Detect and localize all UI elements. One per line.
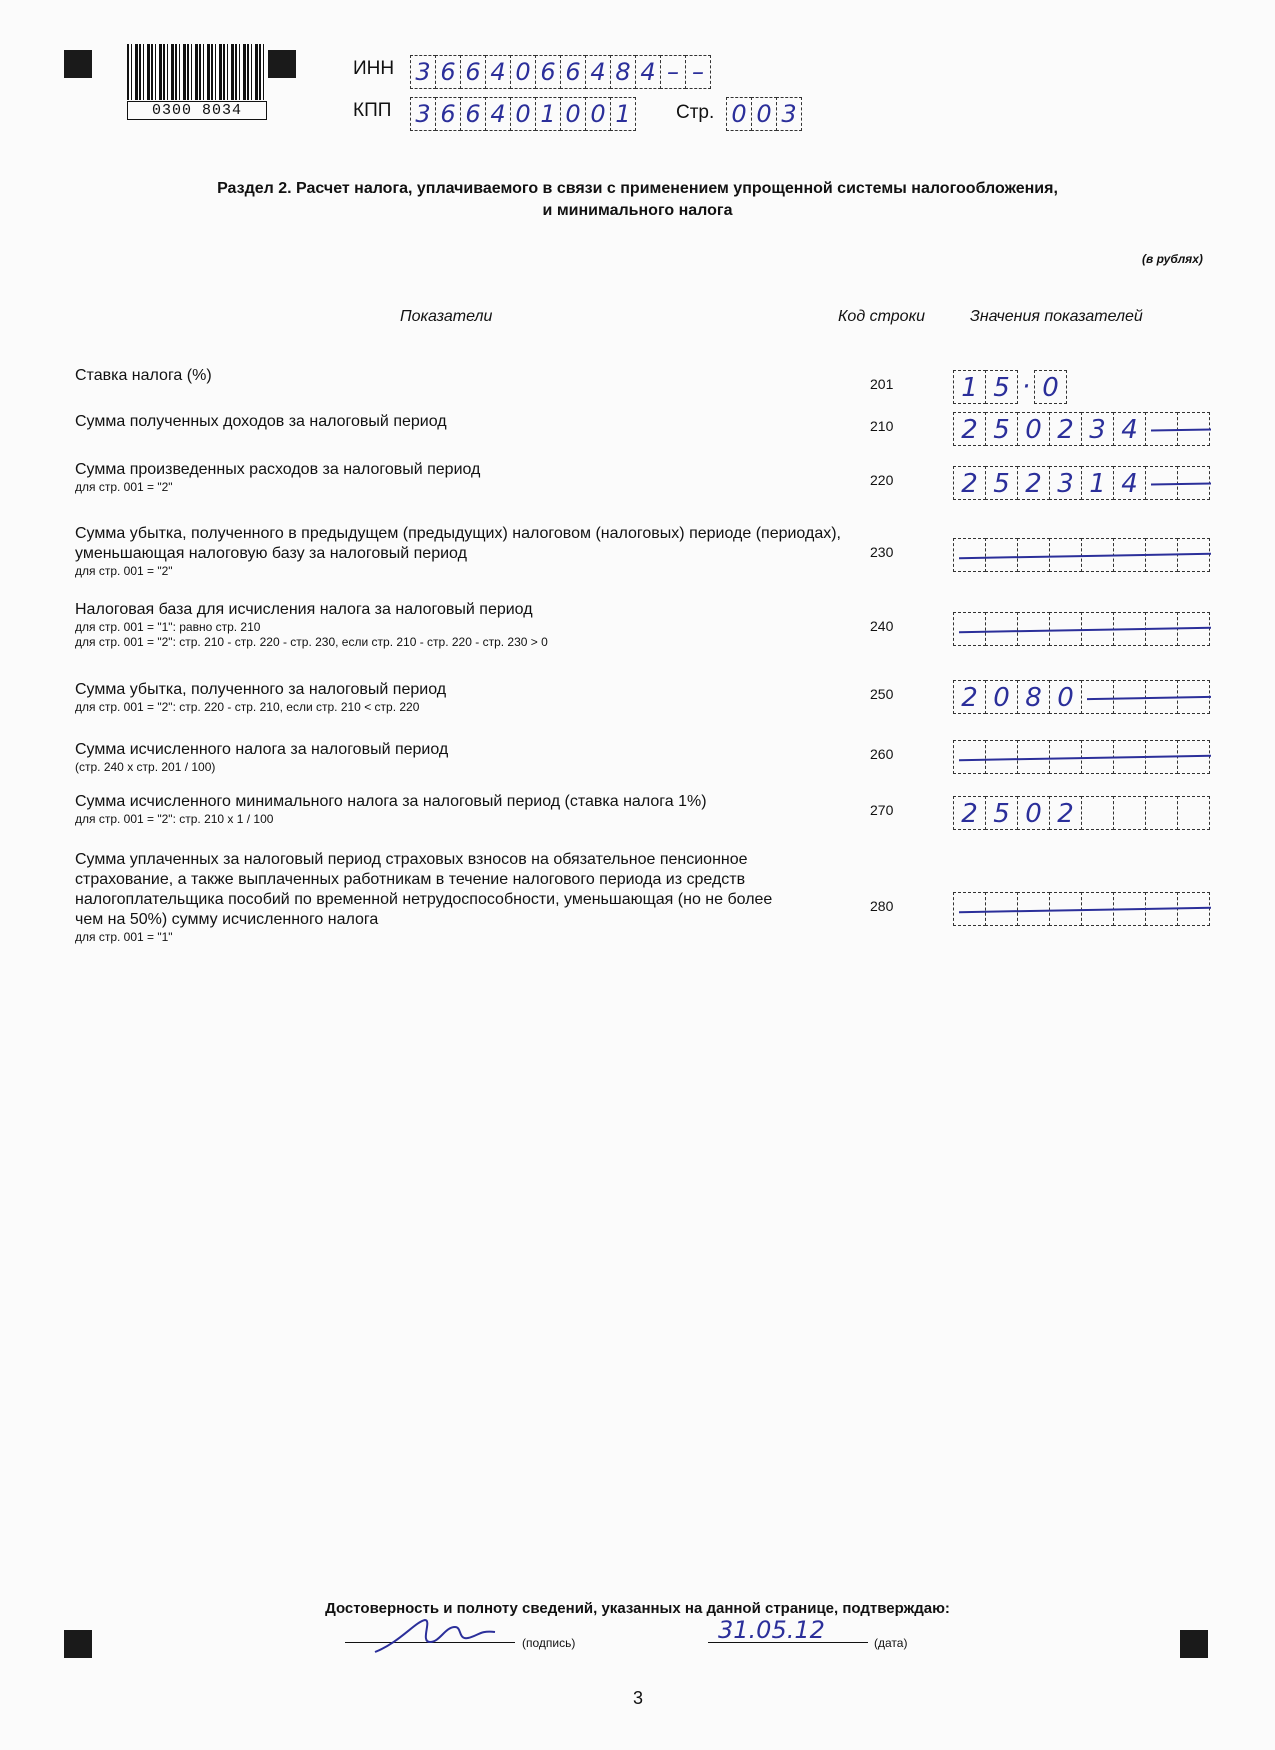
row-text: Сумма убытка, полученного в предыдущем (предыдущих) налоговом (налоговых) периоде (периодах), уменьшающая налоговую базу за налоговый период bbox=[75, 525, 841, 562]
row-note: для стр. 001 = "2" bbox=[75, 480, 173, 494]
row-label-240 bbox=[75, 600, 855, 650]
line-code-240: 240 bbox=[870, 618, 894, 634]
line-code-270: 270 bbox=[870, 802, 894, 818]
kpp-digit: 6 bbox=[435, 97, 461, 131]
barcode bbox=[127, 44, 265, 100]
kpp-digit: 1 bbox=[610, 97, 636, 131]
inn-digit: 8 bbox=[610, 55, 636, 89]
confirm-text: Достоверность и полноту сведений, указанных на данной странице, подтверждаю: bbox=[325, 1600, 950, 1617]
row-label-220 bbox=[75, 460, 855, 495]
value-digit: 0 bbox=[1049, 680, 1082, 714]
row-text: Ставка налога (%) bbox=[75, 367, 212, 384]
line-code-260: 260 bbox=[870, 746, 894, 762]
value-digit: · bbox=[1021, 372, 1031, 402]
line-code-280: 280 bbox=[870, 898, 894, 914]
kpp-digit: 4 bbox=[485, 97, 511, 131]
page-number-field[interactable] bbox=[726, 97, 801, 131]
value-digit bbox=[953, 892, 986, 926]
inn-digit: 6 bbox=[535, 55, 561, 89]
value-digit bbox=[1145, 796, 1178, 830]
value-digit bbox=[953, 740, 986, 774]
row-note: (стр. 240 х стр. 201 / 100) bbox=[75, 760, 216, 774]
row-text: Сумма убытка, полученного за налоговый период bbox=[75, 681, 447, 698]
value-digit: 0 bbox=[1017, 412, 1050, 446]
row-note: для стр. 001 = "2": стр. 210 - стр. 220 - стр. 230, если стр. 210 - стр. 220 - стр. 230 > 0 bbox=[75, 635, 548, 649]
line-code-250: 250 bbox=[870, 686, 894, 702]
row-label-230 bbox=[75, 524, 855, 579]
kpp-label: КПП bbox=[353, 100, 392, 121]
row-text: Сумма исчисленного налога за налоговый период bbox=[75, 741, 449, 758]
inn-digit: 4 bbox=[635, 55, 661, 89]
section-title-line2: и минимального налога bbox=[542, 202, 733, 219]
value-digit: 3 bbox=[1081, 412, 1114, 446]
page-digit: 0 bbox=[726, 97, 752, 131]
inn-digit: 3 bbox=[410, 55, 436, 89]
row-note: для стр. 001 = "2": стр. 220 - стр. 210, если стр. 210 < стр. 220 bbox=[75, 700, 420, 714]
unit-note: (в рублях) bbox=[1142, 252, 1203, 266]
row-text: Сумма уплаченных за налоговый период страховых взносов на обязательное пенсионное страхование, а также выплаченных работникам в течение налогового периода из средств налогоплательщика пособий по временной нетрудоспособности, уменьшающая (но не более чем на 50%) сумму исчисленного налога bbox=[75, 851, 773, 928]
value-digit: 0 bbox=[1034, 370, 1067, 404]
corner-marker bbox=[268, 50, 296, 78]
value-digit: 4 bbox=[1113, 466, 1146, 500]
value-digit: 2 bbox=[953, 466, 986, 500]
page-digit: 3 bbox=[776, 97, 802, 131]
col-values: Значения показателей bbox=[970, 308, 1143, 325]
signature-label: (подпись) bbox=[522, 1636, 576, 1650]
line-code-230: 230 bbox=[870, 544, 894, 560]
inn-digit: 6 bbox=[560, 55, 586, 89]
inn-digit: 6 bbox=[460, 55, 486, 89]
row-note: для стр. 001 = "2" bbox=[75, 564, 173, 578]
date-label: (дата) bbox=[874, 1636, 908, 1650]
kpp-digit: 3 bbox=[410, 97, 436, 131]
value-digit: 8 bbox=[1017, 680, 1050, 714]
col-line-code: Код строки bbox=[838, 308, 926, 325]
corner-marker bbox=[1180, 1630, 1208, 1658]
corner-marker bbox=[64, 1630, 92, 1658]
value-digit bbox=[985, 740, 1018, 774]
row-label-250 bbox=[75, 680, 855, 715]
barcode-number: 0300 8034 bbox=[127, 101, 267, 120]
date-value[interactable]: 31.05.12 bbox=[718, 1616, 825, 1644]
value-digit: 5 bbox=[985, 796, 1018, 830]
value-digit bbox=[985, 892, 1018, 926]
value-digit bbox=[1177, 796, 1210, 830]
kpp-digit: 0 bbox=[510, 97, 536, 131]
inn-digit: 0 bbox=[510, 55, 536, 89]
kpp-field[interactable] bbox=[410, 97, 635, 131]
row-label-201 bbox=[75, 366, 855, 386]
kpp-digit: 0 bbox=[560, 97, 586, 131]
section-title: Раздел 2. Расчет налога, уплачиваемого в связи с применением упрощенной системы налогообложения, bbox=[217, 180, 1058, 197]
line-code-220: 220 bbox=[870, 472, 894, 488]
value-digit: 0 bbox=[1017, 796, 1050, 830]
value-digit: 5 bbox=[985, 466, 1018, 500]
line-code-210: 210 bbox=[870, 418, 894, 434]
inn-field[interactable] bbox=[410, 55, 710, 89]
row-label-260 bbox=[75, 740, 855, 775]
col-indicators: Показатели bbox=[400, 308, 493, 325]
row-label-210 bbox=[75, 412, 855, 432]
value-digit: 5 bbox=[985, 370, 1018, 404]
row-text: Сумма полученных доходов за налоговый период bbox=[75, 413, 447, 430]
value-digit: 5 bbox=[985, 412, 1018, 446]
inn-digit: 4 bbox=[485, 55, 511, 89]
page-number: 3 bbox=[633, 1688, 644, 1708]
value-digit bbox=[953, 612, 986, 646]
value-digit bbox=[1081, 796, 1114, 830]
value-digit: 2 bbox=[1017, 466, 1050, 500]
value-digit: 2 bbox=[953, 796, 986, 830]
inn-digit: 6 bbox=[435, 55, 461, 89]
value-digit: 2 bbox=[953, 680, 986, 714]
value-digit: 1 bbox=[953, 370, 986, 404]
inn-digit: 4 bbox=[585, 55, 611, 89]
value-digit: 0 bbox=[985, 680, 1018, 714]
inn-label: ИНН bbox=[353, 58, 395, 79]
row-label-280 bbox=[75, 850, 795, 945]
kpp-digit: 1 bbox=[535, 97, 561, 131]
value-digit bbox=[985, 538, 1018, 572]
value-digit: 3 bbox=[1049, 466, 1082, 500]
inn-digit: – bbox=[660, 55, 686, 89]
row-text: Налоговая база для исчисления налога за налоговый период bbox=[75, 601, 533, 618]
value-digit bbox=[953, 538, 986, 572]
kpp-digit: 6 bbox=[460, 97, 486, 131]
value-digit: 4 bbox=[1113, 412, 1146, 446]
inn-digit: – bbox=[685, 55, 711, 89]
value-field-270[interactable] bbox=[953, 796, 1209, 830]
value-digit: 2 bbox=[1049, 796, 1082, 830]
value-digit: 2 bbox=[953, 412, 986, 446]
value-digit: 1 bbox=[1081, 466, 1114, 500]
page-label: Стр. bbox=[676, 102, 715, 123]
row-note: для стр. 001 = "1" bbox=[75, 930, 173, 944]
signature-icon bbox=[370, 1612, 500, 1662]
value-digit bbox=[1113, 796, 1146, 830]
corner-marker bbox=[64, 50, 92, 78]
row-note: для стр. 001 = "2": стр. 210 х 1 / 100 bbox=[75, 812, 274, 826]
row-label-270 bbox=[75, 792, 855, 827]
row-note: для стр. 001 = "1": равно стр. 210 bbox=[75, 620, 261, 634]
line-code-201: 201 bbox=[870, 376, 894, 392]
value-digit: 2 bbox=[1049, 412, 1082, 446]
row-text: Сумма произведенных расходов за налоговый период bbox=[75, 461, 481, 478]
value-field-201[interactable] bbox=[953, 370, 1066, 404]
page-digit: 0 bbox=[751, 97, 777, 131]
value-digit bbox=[985, 612, 1018, 646]
row-text: Сумма исчисленного минимального налога за налоговый период (ставка налога 1%) bbox=[75, 793, 707, 810]
kpp-digit: 0 bbox=[585, 97, 611, 131]
